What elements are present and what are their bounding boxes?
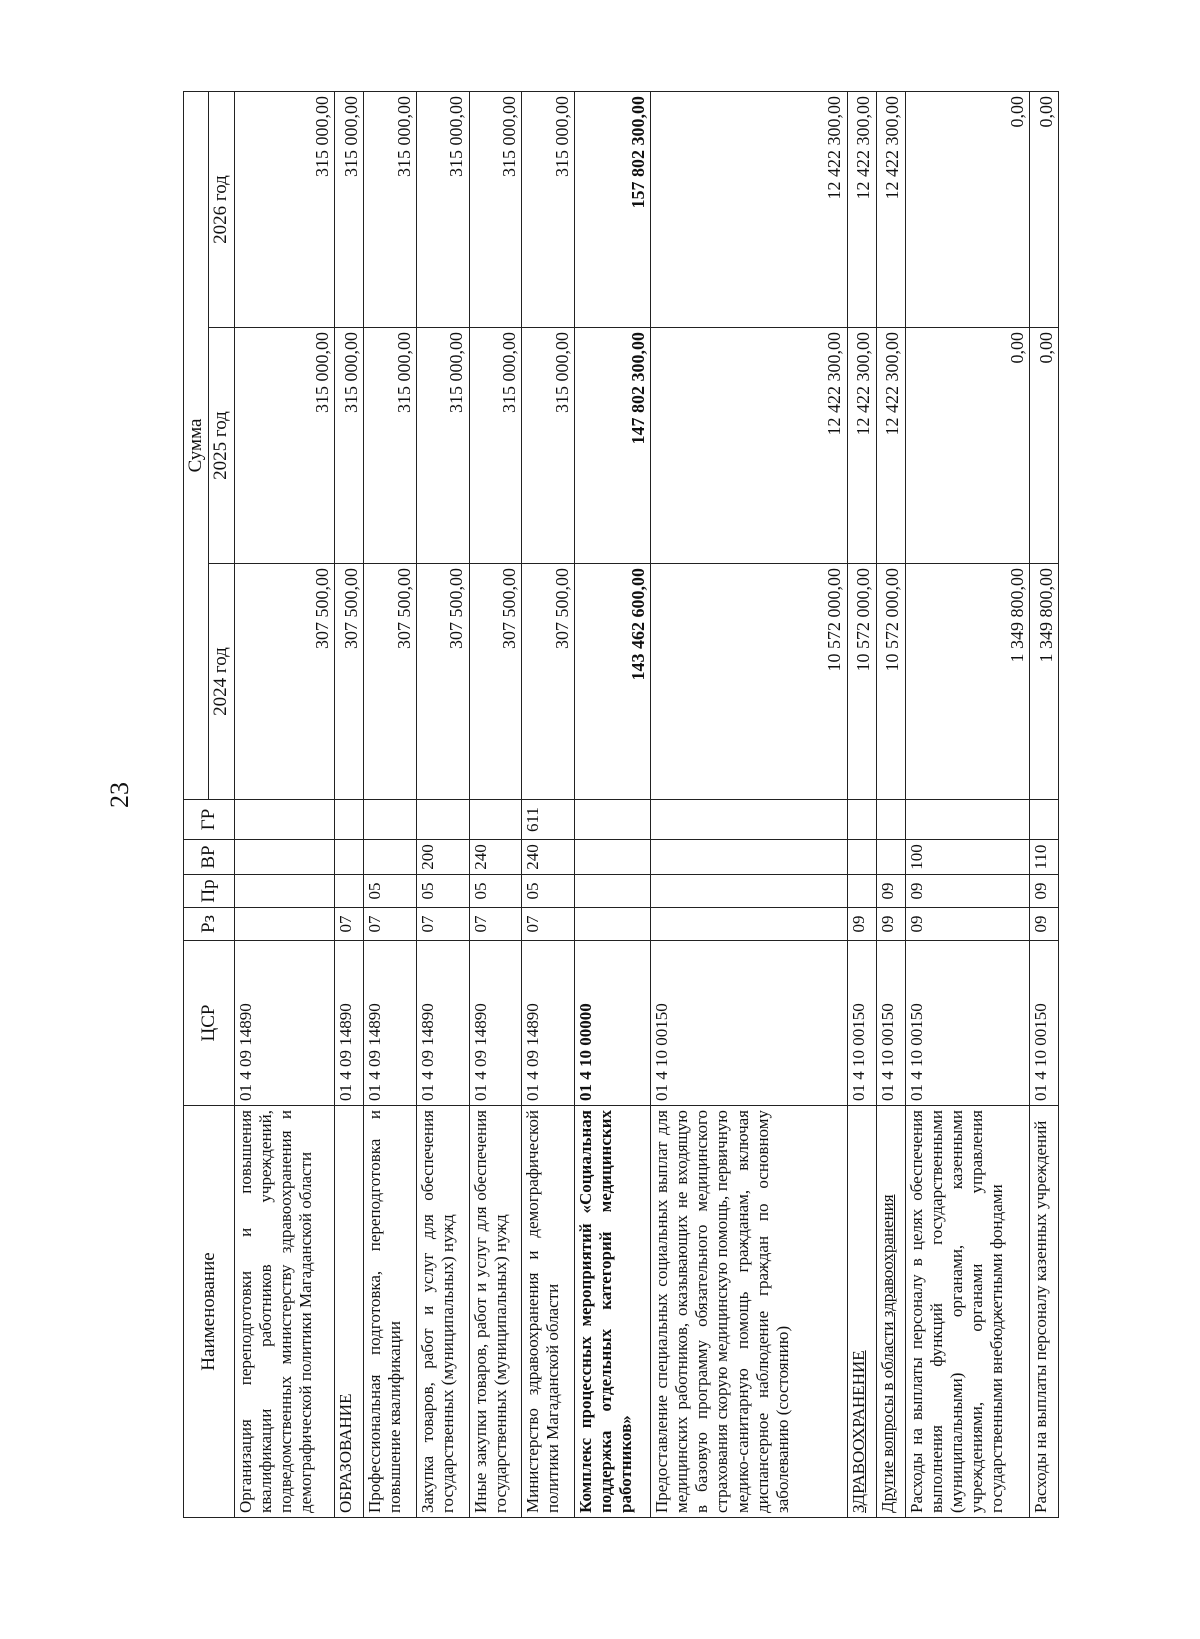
row-rz: 07 <box>522 908 575 941</box>
table-row <box>522 92 575 1518</box>
row-csr: 01 4 09 14890 <box>364 941 417 1106</box>
row-csr: 01 4 10 00150 <box>847 941 876 1106</box>
row-2026: 0,00 <box>1029 92 1058 328</box>
row-name: Организация переподготовки и повышения квалификации работников учреждений, подведомственных министерству здравоохранения и демографической политики Магаданской области <box>234 1106 334 1518</box>
row-2024: 1 349 800,00 <box>905 564 1029 800</box>
row-gr <box>847 800 876 840</box>
row-2026: 315 000,00 <box>416 92 469 328</box>
row-gr <box>469 800 522 840</box>
row-name: ЗДРАВООХРАНЕНИЕ <box>847 1106 876 1518</box>
row-csr: 01 4 09 14890 <box>416 941 469 1106</box>
row-2025: 147 802 300,00 <box>574 328 651 564</box>
budget-table <box>183 91 1059 1518</box>
row-2025: 0,00 <box>905 328 1029 564</box>
header-rz: Рз <box>184 908 235 941</box>
row-name: ОБРАЗОВАНИЕ <box>335 1106 364 1518</box>
row-2025: 315 000,00 <box>522 328 575 564</box>
row-gr <box>905 800 1029 840</box>
row-pr <box>335 875 364 908</box>
row-name: Расходы на выплаты персоналу казенных учреждений <box>1029 1106 1058 1518</box>
header-2026: 2026 год <box>209 92 234 328</box>
row-name: Комплекс процессных мероприятий «Социальная поддержка отдельных категорий медицинских работников» <box>574 1106 651 1518</box>
table-row <box>234 92 334 1518</box>
row-2026: 315 000,00 <box>469 92 522 328</box>
header-vr: ВР <box>184 840 235 875</box>
row-2025: 315 000,00 <box>469 328 522 564</box>
table-row <box>364 92 417 1518</box>
row-2026: 315 000,00 <box>522 92 575 328</box>
header-2024: 2024 год <box>209 564 234 800</box>
table-row <box>1029 92 1058 1518</box>
row-vr <box>574 840 651 875</box>
row-rz: 09 <box>876 908 905 941</box>
row-2026: 315 000,00 <box>364 92 417 328</box>
header-gr: ГР <box>184 800 235 840</box>
row-2026: 157 802 300,00 <box>574 92 651 328</box>
row-2026: 12 422 300,00 <box>651 92 847 328</box>
row-csr: 01 4 10 00150 <box>876 941 905 1106</box>
row-csr: 01 4 10 00150 <box>905 941 1029 1106</box>
row-2025: 315 000,00 <box>335 328 364 564</box>
row-2024: 307 500,00 <box>416 564 469 800</box>
row-pr <box>847 875 876 908</box>
row-2026: 0,00 <box>905 92 1029 328</box>
row-name: Предоставление специальных социальных выплат для медицинских работников, оказывающих не входящую в базовую программу обязательного медицинского страхования скорую медицинскую помощь, первичную медико-санитарную помощь гражданам, включая диспансерное наблюдение граждан по основному заболеванию (состоянию) <box>651 1106 847 1518</box>
row-2024: 307 500,00 <box>234 564 334 800</box>
budget-table-rotated <box>183 92 1059 1518</box>
row-2026: 12 422 300,00 <box>876 92 905 328</box>
row-2025: 315 000,00 <box>416 328 469 564</box>
row-csr: 01 4 09 14890 <box>335 941 364 1106</box>
row-vr <box>847 840 876 875</box>
row-vr <box>876 840 905 875</box>
table-row <box>876 92 905 1518</box>
row-vr: 240 <box>522 840 575 875</box>
table-row <box>469 92 522 1518</box>
row-name: Министерство здравоохранения и демографической политики Магаданской области <box>522 1106 575 1518</box>
row-2024: 10 572 000,00 <box>876 564 905 800</box>
row-pr: 09 <box>1029 875 1058 908</box>
table-row <box>905 92 1029 1518</box>
row-rz: 07 <box>364 908 417 941</box>
row-vr: 200 <box>416 840 469 875</box>
row-pr <box>651 875 847 908</box>
row-gr <box>335 800 364 840</box>
row-2025: 315 000,00 <box>234 328 334 564</box>
row-vr <box>234 840 334 875</box>
row-pr: 05 <box>522 875 575 908</box>
row-rz: 07 <box>335 908 364 941</box>
table-row <box>335 92 364 1518</box>
row-2026: 315 000,00 <box>234 92 334 328</box>
row-pr: 05 <box>416 875 469 908</box>
row-2025: 0,00 <box>1029 328 1058 564</box>
row-name: Профессиональная подготовка, переподготовка и повышение квалификации <box>364 1106 417 1518</box>
row-csr: 01 4 10 00000 <box>574 941 651 1106</box>
row-gr <box>234 800 334 840</box>
row-pr <box>234 875 334 908</box>
row-gr <box>651 800 847 840</box>
row-rz <box>651 908 847 941</box>
row-2024: 143 462 600,00 <box>574 564 651 800</box>
row-csr: 01 4 09 14890 <box>469 941 522 1106</box>
row-vr <box>335 840 364 875</box>
row-name: Расходы на выплаты персоналу в целях обеспечения выполнения функций государственными (муниципальными) органами, казенными учреждениями, органами управления государственными внебюджетными фондами <box>905 1106 1029 1518</box>
row-2024: 1 349 800,00 <box>1029 564 1058 800</box>
header-2025: 2025 год <box>209 328 234 564</box>
row-rz <box>234 908 334 941</box>
row-rz <box>574 908 651 941</box>
row-name: Закупка товаров, работ и услуг для обеспечения государственных (муниципальных) нужд <box>416 1106 469 1518</box>
row-2026: 315 000,00 <box>335 92 364 328</box>
row-gr <box>1029 800 1058 840</box>
row-gr <box>574 800 651 840</box>
row-2025: 315 000,00 <box>364 328 417 564</box>
row-pr: 05 <box>469 875 522 908</box>
row-2024: 307 500,00 <box>335 564 364 800</box>
row-rz: 07 <box>469 908 522 941</box>
header-sum: Сумма <box>184 92 209 800</box>
row-pr: 05 <box>364 875 417 908</box>
header-csr: ЦСР <box>184 941 235 1106</box>
row-name: Иные закупки товаров, работ и услуг для обеспечения государственных (муниципальных) нужд <box>469 1106 522 1518</box>
row-2024: 307 500,00 <box>522 564 575 800</box>
row-gr: 611 <box>522 800 575 840</box>
row-rz: 07 <box>416 908 469 941</box>
row-pr: 09 <box>876 875 905 908</box>
row-2026: 12 422 300,00 <box>847 92 876 328</box>
row-2024: 307 500,00 <box>364 564 417 800</box>
row-2025: 12 422 300,00 <box>876 328 905 564</box>
table-row <box>651 92 847 1518</box>
row-2024: 307 500,00 <box>469 564 522 800</box>
row-2025: 12 422 300,00 <box>847 328 876 564</box>
row-pr <box>574 875 651 908</box>
row-gr <box>416 800 469 840</box>
table-row <box>574 92 651 1518</box>
page-number: 23 <box>105 782 134 808</box>
row-csr: 01 4 09 14890 <box>234 941 334 1106</box>
header-name: Наименование <box>184 1106 235 1518</box>
header-pr: Пр <box>184 875 235 908</box>
row-vr: 110 <box>1029 840 1058 875</box>
row-vr <box>651 840 847 875</box>
row-vr: 100 <box>905 840 1029 875</box>
row-gr <box>364 800 417 840</box>
row-rz: 09 <box>1029 908 1058 941</box>
row-name: Другие вопросы в области здравоохранения <box>876 1106 905 1518</box>
row-csr: 01 4 10 00150 <box>651 941 847 1106</box>
row-rz: 09 <box>905 908 1029 941</box>
row-vr <box>364 840 417 875</box>
row-csr: 01 4 09 14890 <box>522 941 575 1106</box>
row-2025: 12 422 300,00 <box>651 328 847 564</box>
row-vr: 240 <box>469 840 522 875</box>
row-csr: 01 4 10 00150 <box>1029 941 1058 1106</box>
table-row <box>847 92 876 1518</box>
row-2024: 10 572 000,00 <box>847 564 876 800</box>
table-row <box>416 92 469 1518</box>
row-pr: 09 <box>905 875 1029 908</box>
row-2024: 10 572 000,00 <box>651 564 847 800</box>
row-gr <box>876 800 905 840</box>
row-rz: 09 <box>847 908 876 941</box>
